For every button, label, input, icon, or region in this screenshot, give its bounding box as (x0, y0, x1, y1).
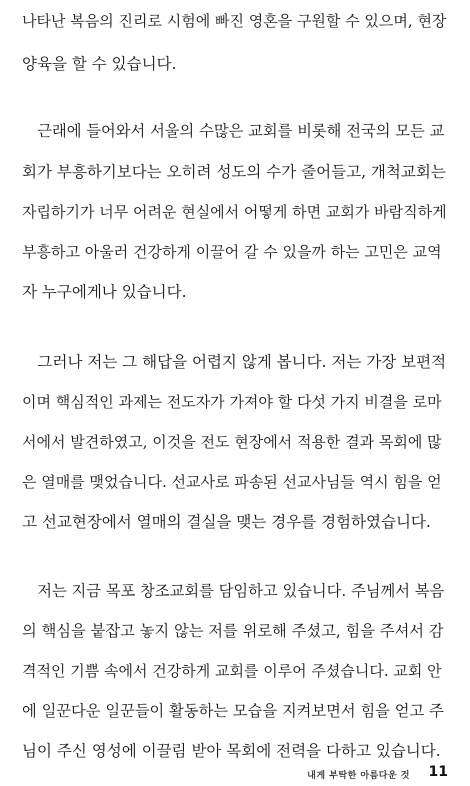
paragraph-line: 자 누구에게나 있습니다. (22, 283, 187, 301)
paragraph-line: 자립하기가 너무 어려운 현실에서 어떻게 하면 교회가 바람직하게 (22, 203, 447, 221)
paragraph-line: 근래에 들어와서 서울의 수많은 교회를 비롯해 전국의 모든 교 (22, 122, 445, 140)
running-footer-title: 내게 부탁한 아름다운 것 (307, 771, 410, 781)
paragraph-line: 의 핵심을 붙잡고 놓지 않는 저를 위로해 주셨고, 힘을 주셔서 감 (22, 622, 444, 640)
paragraph-line: 서에서 발견하였고, 이것을 전도 현장에서 적용한 결과 목회에 많 (22, 433, 442, 451)
paragraph-line: 저는 지금 목포 창조교회를 담임하고 있습니다. 주님께서 복음 (22, 582, 445, 600)
paragraph-line: 그러나 저는 그 해답을 어렵지 않게 봅니다. 저는 가장 보편적 (22, 353, 447, 371)
paragraph-line: 부흥하고 아울러 건강하게 이끌어 갈 수 있을까 하는 고민은 교역 (22, 243, 442, 261)
paragraph-line: 은 열매를 맺었습니다. 선교사로 파송된 선교사님들 역시 힘을 얻 (22, 473, 442, 491)
paragraph-line: 회가 부흥하기보다는 오히려 성도의 수가 줄어들고, 개척교회는 (22, 163, 446, 181)
paragraph-line: 고 선교현장에서 열매의 결실을 맺는 경우를 경험하였습니다. (22, 513, 431, 531)
paragraph-line: 이며 핵심적인 과제는 전도자가 가져야 할 다섯 가지 비결을 로마 (22, 393, 442, 411)
paragraph-line: 격적인 기쁨 속에서 건강하게 교회를 이루어 주셨습니다. 교회 안 (22, 662, 442, 680)
page-number: 11 (428, 764, 448, 780)
paragraph-line: 에 일꾼다운 일꾼들이 활동하는 모습을 지켜보면서 힘을 얻고 주 (22, 702, 444, 720)
paragraph-line: 님이 주신 영성에 이끌림 받아 목회에 전력을 다하고 있습니다. (22, 742, 441, 760)
paragraph-line: 양육을 할 수 있습니다. (22, 55, 177, 73)
paragraph-line: 나타난 복음의 진리로 시험에 빠진 영혼을 구원할 수 있으며, 현장 (22, 12, 447, 30)
